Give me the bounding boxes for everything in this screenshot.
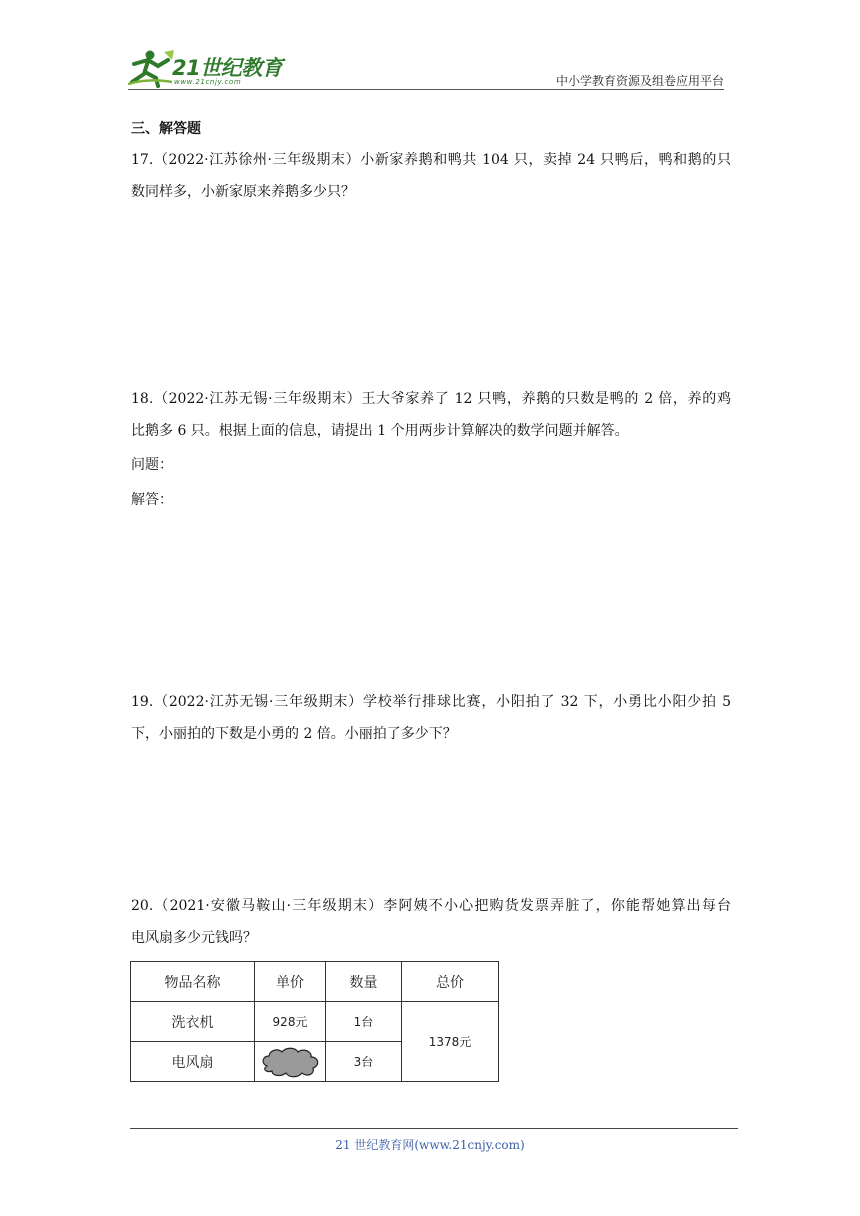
table-header-row	[131, 962, 499, 1002]
logo-text: 21世纪教育	[172, 56, 283, 80]
quantity: 1台	[326, 1002, 402, 1042]
quantity: 3台	[326, 1042, 402, 1082]
question-19	[131, 686, 731, 750]
runner-logo-icon	[128, 48, 176, 88]
platform-name: 中小学教育资源及组卷应用平台	[555, 74, 724, 88]
header-item-name: 物品名称	[131, 962, 255, 1002]
header-unit-price: 单价	[255, 962, 326, 1002]
logo	[128, 48, 298, 88]
question-17	[131, 144, 731, 208]
logo-url: www.21cnjy.com	[174, 78, 242, 86]
header-quantity: 数量	[326, 962, 402, 1002]
question-20	[131, 890, 731, 954]
header-total-price: 总价	[402, 962, 499, 1002]
footer-text: 21 世纪教育网(www.21cnjy.com)	[335, 1138, 525, 1152]
invoice-table	[130, 961, 499, 1082]
question-17-line-1: 17.（2022·江苏徐州·三年级期末）小新家养鹅和鸭共 104 只，卖掉 24 只鸭后，鸭和鹅的只	[131, 152, 731, 168]
question-18-line-2: 比鹅多 6 只。根据上面的信息，请提出 1 个用两步计算解决的数学问题并解答。	[131, 423, 629, 439]
answer-label: 解答：	[131, 492, 173, 508]
question-18	[131, 383, 731, 447]
section-title: 三、解答题	[131, 121, 201, 137]
item-name: 洗衣机	[131, 1002, 255, 1042]
question-19-line-2: 下，小丽拍的下数是小勇的 2 倍。小丽拍了多少下？	[131, 726, 457, 742]
total-price: 1378元	[402, 1002, 499, 1082]
question-19-line-1: 19.（2022·江苏无锡·三年级期末）学校举行排球比赛，小阳拍了 32 下，小勇比小阳少拍 5	[131, 694, 731, 710]
question-20-line-2: 电风扇多少元钱吗？	[131, 930, 257, 946]
footer-divider	[130, 1128, 738, 1129]
header-divider	[128, 89, 724, 90]
question-18-line-1: 18.（2022·江苏无锡·三年级期末）王大爷家养了 12 只鸭，养鹅的只数是鸭的 2 倍，养的鸡	[131, 391, 731, 407]
table-row	[131, 1002, 499, 1042]
unit-price: 928元	[255, 1002, 326, 1042]
question-20-line-1: 20.（2021·安徽马鞍山·三年级期末）李阿姨不小心把购货发票弄脏了，你能帮她算出每台	[131, 898, 731, 914]
ink-smudge-icon	[259, 1044, 321, 1080]
item-name: 电风扇	[131, 1042, 255, 1082]
question-17-line-2: 数同样多，小新家原来养鹅多少只？	[131, 184, 355, 200]
page-header	[128, 40, 724, 90]
unit-price-smudge	[255, 1042, 326, 1082]
question-label: 问题：	[131, 457, 173, 473]
